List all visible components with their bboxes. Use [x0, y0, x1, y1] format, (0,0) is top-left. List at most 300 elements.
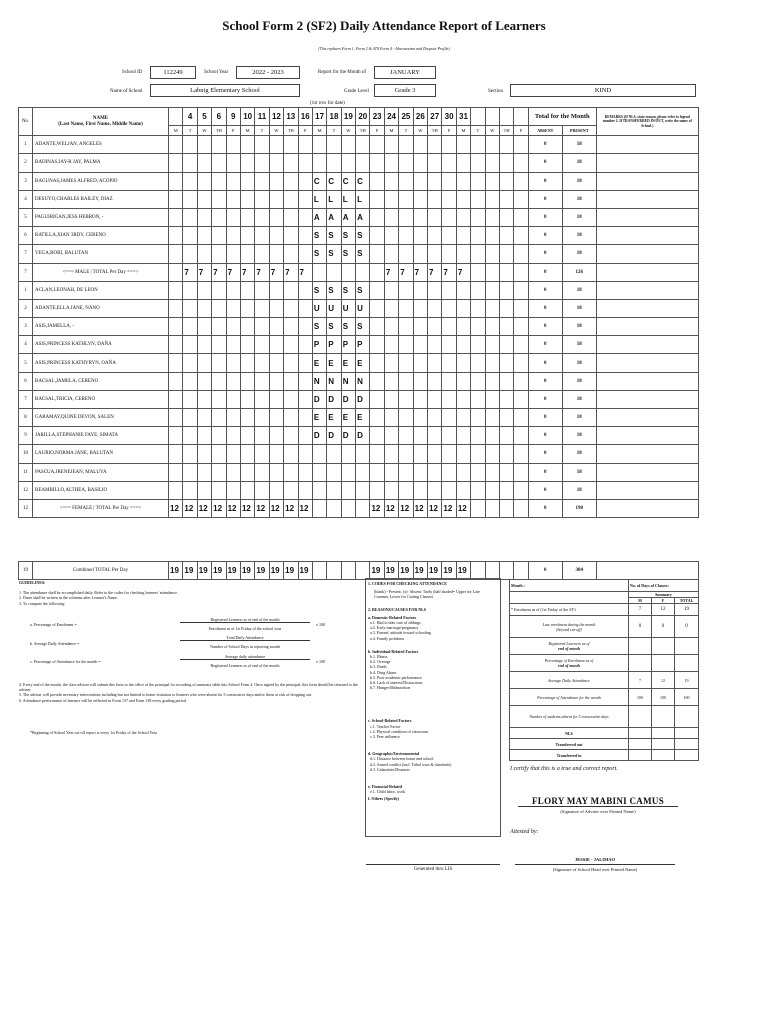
attendance-cell[interactable]: [284, 409, 298, 427]
attendance-cell[interactable]: [370, 427, 384, 445]
attendance-cell[interactable]: [226, 445, 240, 463]
attendance-mark[interactable]: A: [327, 208, 341, 226]
attendance-cell[interactable]: [240, 281, 254, 299]
attendance-mark[interactable]: S: [341, 227, 355, 245]
attendance-cell[interactable]: [183, 245, 197, 263]
attendance-cell[interactable]: [284, 281, 298, 299]
attendance-cell[interactable]: [514, 463, 528, 481]
attendance-cell[interactable]: [456, 409, 470, 427]
attendance-cell[interactable]: [442, 281, 456, 299]
attendance-cell[interactable]: [269, 372, 283, 390]
attendance-cell[interactable]: [370, 208, 384, 226]
attendance-cell[interactable]: [169, 427, 183, 445]
attendance-mark[interactable]: S: [356, 281, 370, 299]
attendance-cell[interactable]: [298, 227, 312, 245]
attendance-cell[interactable]: [212, 372, 226, 390]
attendance-mark[interactable]: U: [356, 299, 370, 317]
attendance-cell[interactable]: [197, 390, 211, 408]
attendance-cell[interactable]: [197, 336, 211, 354]
attendance-cell[interactable]: [456, 208, 470, 226]
attendance-cell[interactable]: [255, 208, 269, 226]
attendance-cell[interactable]: [356, 445, 370, 463]
attendance-mark[interactable]: S: [312, 318, 326, 336]
attendance-cell[interactable]: [370, 190, 384, 208]
attendance-cell[interactable]: [269, 154, 283, 172]
attendance-cell[interactable]: [269, 245, 283, 263]
attendance-cell[interactable]: [298, 154, 312, 172]
attendance-cell[interactable]: [197, 208, 211, 226]
attendance-cell[interactable]: [413, 245, 427, 263]
attendance-cell[interactable]: [471, 227, 485, 245]
attendance-cell[interactable]: [471, 427, 485, 445]
attendance-cell[interactable]: [384, 372, 398, 390]
attendance-cell[interactable]: [485, 299, 499, 317]
attendance-cell[interactable]: [384, 245, 398, 263]
attendance-cell[interactable]: [226, 354, 240, 372]
attendance-cell[interactable]: [341, 463, 355, 481]
attendance-cell[interactable]: [269, 299, 283, 317]
attendance-cell[interactable]: [169, 481, 183, 499]
attendance-cell[interactable]: [226, 227, 240, 245]
attendance-cell[interactable]: [183, 354, 197, 372]
attendance-cell[interactable]: [514, 208, 528, 226]
attendance-mark[interactable]: U: [312, 299, 326, 317]
attendance-cell[interactable]: [399, 463, 413, 481]
attendance-cell[interactable]: [183, 390, 197, 408]
attendance-cell[interactable]: [471, 281, 485, 299]
attendance-cell[interactable]: [485, 318, 499, 336]
attendance-cell[interactable]: [413, 463, 427, 481]
attendance-cell[interactable]: [413, 445, 427, 463]
attendance-cell[interactable]: [499, 281, 513, 299]
attendance-cell[interactable]: [197, 190, 211, 208]
attendance-cell[interactable]: [341, 154, 355, 172]
attendance-mark[interactable]: C: [327, 172, 341, 190]
attendance-cell[interactable]: [169, 409, 183, 427]
attendance-mark[interactable]: L: [356, 190, 370, 208]
attendance-cell[interactable]: [370, 154, 384, 172]
attendance-cell[interactable]: [485, 463, 499, 481]
attendance-mark[interactable]: D: [341, 427, 355, 445]
attendance-cell[interactable]: [442, 299, 456, 317]
attendance-cell[interactable]: [255, 409, 269, 427]
attendance-cell[interactable]: [255, 336, 269, 354]
attendance-cell[interactable]: [183, 318, 197, 336]
attendance-mark[interactable]: N: [312, 372, 326, 390]
attendance-cell[interactable]: [370, 136, 384, 154]
attendance-cell[interactable]: [327, 445, 341, 463]
attendance-mark[interactable]: D: [327, 427, 341, 445]
attendance-cell[interactable]: [471, 445, 485, 463]
attendance-cell[interactable]: [284, 208, 298, 226]
attendance-cell[interactable]: [298, 208, 312, 226]
remarks-cell[interactable]: [596, 463, 698, 481]
attendance-cell[interactable]: [471, 208, 485, 226]
attendance-cell[interactable]: [212, 154, 226, 172]
attendance-cell[interactable]: [183, 172, 197, 190]
attendance-cell[interactable]: [240, 372, 254, 390]
attendance-mark[interactable]: P: [327, 336, 341, 354]
remarks-cell[interactable]: [596, 281, 698, 299]
attendance-cell[interactable]: [428, 372, 442, 390]
attendance-cell[interactable]: [485, 208, 499, 226]
attendance-cell[interactable]: [183, 281, 197, 299]
attendance-cell[interactable]: [413, 208, 427, 226]
attendance-cell[interactable]: [399, 481, 413, 499]
attendance-cell[interactable]: [341, 136, 355, 154]
attendance-cell[interactable]: [226, 481, 240, 499]
attendance-mark[interactable]: D: [312, 427, 326, 445]
attendance-cell[interactable]: [471, 354, 485, 372]
attendance-cell[interactable]: [399, 445, 413, 463]
attendance-cell[interactable]: [428, 427, 442, 445]
attendance-cell[interactable]: [169, 190, 183, 208]
attendance-cell[interactable]: [226, 390, 240, 408]
attendance-cell[interactable]: [183, 299, 197, 317]
attendance-cell[interactable]: [197, 154, 211, 172]
attendance-cell[interactable]: [413, 336, 427, 354]
attendance-cell[interactable]: [255, 245, 269, 263]
attendance-cell[interactable]: [255, 227, 269, 245]
attendance-cell[interactable]: [485, 409, 499, 427]
attendance-cell[interactable]: [442, 190, 456, 208]
attendance-cell[interactable]: [442, 172, 456, 190]
attendance-cell[interactable]: [456, 154, 470, 172]
attendance-cell[interactable]: [240, 481, 254, 499]
attendance-cell[interactable]: [499, 318, 513, 336]
attendance-cell[interactable]: [197, 409, 211, 427]
attendance-cell[interactable]: [226, 190, 240, 208]
attendance-cell[interactable]: [370, 227, 384, 245]
attendance-cell[interactable]: [197, 281, 211, 299]
attendance-cell[interactable]: [413, 481, 427, 499]
attendance-cell[interactable]: [485, 245, 499, 263]
attendance-cell[interactable]: [499, 481, 513, 499]
attendance-cell[interactable]: [269, 409, 283, 427]
attendance-cell[interactable]: [212, 136, 226, 154]
attendance-cell[interactable]: [212, 245, 226, 263]
attendance-cell[interactable]: [284, 154, 298, 172]
attendance-cell[interactable]: [183, 336, 197, 354]
attendance-cell[interactable]: [356, 481, 370, 499]
attendance-cell[interactable]: [298, 299, 312, 317]
attendance-cell[interactable]: [399, 245, 413, 263]
attendance-cell[interactable]: [212, 281, 226, 299]
attendance-cell[interactable]: [428, 190, 442, 208]
attendance-cell[interactable]: [499, 409, 513, 427]
attendance-cell[interactable]: [169, 154, 183, 172]
attendance-cell[interactable]: [471, 336, 485, 354]
attendance-cell[interactable]: [413, 227, 427, 245]
attendance-cell[interactable]: [284, 390, 298, 408]
attendance-cell[interactable]: [499, 390, 513, 408]
attendance-cell[interactable]: [169, 336, 183, 354]
attendance-cell[interactable]: [255, 190, 269, 208]
attendance-cell[interactable]: [298, 136, 312, 154]
attendance-cell[interactable]: [456, 245, 470, 263]
attendance-cell[interactable]: [370, 390, 384, 408]
attendance-cell[interactable]: [514, 336, 528, 354]
attendance-cell[interactable]: [298, 445, 312, 463]
attendance-cell[interactable]: [226, 245, 240, 263]
remarks-cell[interactable]: [596, 245, 698, 263]
attendance-cell[interactable]: [456, 172, 470, 190]
attendance-cell[interactable]: [269, 445, 283, 463]
attendance-mark[interactable]: S: [312, 245, 326, 263]
attendance-cell[interactable]: [442, 445, 456, 463]
attendance-cell[interactable]: [226, 172, 240, 190]
attendance-cell[interactable]: [312, 463, 326, 481]
attendance-cell[interactable]: [212, 190, 226, 208]
attendance-cell[interactable]: [226, 299, 240, 317]
attendance-cell[interactable]: [514, 445, 528, 463]
attendance-mark[interactable]: P: [312, 336, 326, 354]
attendance-cell[interactable]: [428, 245, 442, 263]
attendance-cell[interactable]: [169, 299, 183, 317]
attendance-cell[interactable]: [312, 445, 326, 463]
attendance-cell[interactable]: [183, 372, 197, 390]
attendance-cell[interactable]: [514, 481, 528, 499]
attendance-cell[interactable]: [327, 154, 341, 172]
attendance-cell[interactable]: [169, 372, 183, 390]
attendance-cell[interactable]: [428, 390, 442, 408]
attendance-cell[interactable]: [499, 336, 513, 354]
attendance-cell[interactable]: [327, 481, 341, 499]
attendance-cell[interactable]: [456, 318, 470, 336]
attendance-cell[interactable]: [399, 208, 413, 226]
attendance-cell[interactable]: [284, 463, 298, 481]
attendance-cell[interactable]: [269, 354, 283, 372]
attendance-cell[interactable]: [240, 136, 254, 154]
attendance-cell[interactable]: [197, 172, 211, 190]
attendance-mark[interactable]: D: [327, 390, 341, 408]
attendance-cell[interactable]: [284, 336, 298, 354]
attendance-cell[interactable]: [485, 154, 499, 172]
attendance-cell[interactable]: [226, 372, 240, 390]
remarks-cell[interactable]: [596, 318, 698, 336]
attendance-cell[interactable]: [284, 372, 298, 390]
attendance-cell[interactable]: [442, 427, 456, 445]
attendance-cell[interactable]: [428, 299, 442, 317]
attendance-cell[interactable]: [298, 172, 312, 190]
attendance-cell[interactable]: [298, 190, 312, 208]
attendance-cell[interactable]: [197, 318, 211, 336]
attendance-cell[interactable]: [384, 354, 398, 372]
attendance-cell[interactable]: [384, 427, 398, 445]
attendance-cell[interactable]: [399, 154, 413, 172]
attendance-cell[interactable]: [169, 227, 183, 245]
attendance-cell[interactable]: [485, 190, 499, 208]
attendance-cell[interactable]: [255, 372, 269, 390]
attendance-cell[interactable]: [370, 445, 384, 463]
attendance-cell[interactable]: [514, 136, 528, 154]
attendance-cell[interactable]: [212, 463, 226, 481]
attendance-mark[interactable]: E: [312, 354, 326, 372]
attendance-cell[interactable]: [212, 354, 226, 372]
attendance-cell[interactable]: [183, 481, 197, 499]
attendance-cell[interactable]: [456, 390, 470, 408]
attendance-cell[interactable]: [226, 427, 240, 445]
attendance-cell[interactable]: [514, 354, 528, 372]
attendance-cell[interactable]: [169, 208, 183, 226]
attendance-cell[interactable]: [485, 172, 499, 190]
attendance-cell[interactable]: [499, 136, 513, 154]
attendance-cell[interactable]: [370, 372, 384, 390]
attendance-cell[interactable]: [269, 318, 283, 336]
attendance-cell[interactable]: [471, 481, 485, 499]
attendance-cell[interactable]: [471, 136, 485, 154]
attendance-cell[interactable]: [183, 409, 197, 427]
attendance-cell[interactable]: [514, 245, 528, 263]
attendance-cell[interactable]: [471, 299, 485, 317]
attendance-cell[interactable]: [284, 427, 298, 445]
attendance-cell[interactable]: [514, 281, 528, 299]
attendance-cell[interactable]: [370, 463, 384, 481]
attendance-cell[interactable]: [485, 136, 499, 154]
attendance-cell[interactable]: [399, 427, 413, 445]
attendance-mark[interactable]: S: [341, 318, 355, 336]
attendance-cell[interactable]: [284, 481, 298, 499]
attendance-cell[interactable]: [442, 227, 456, 245]
attendance-cell[interactable]: [269, 390, 283, 408]
attendance-cell[interactable]: [240, 190, 254, 208]
attendance-cell[interactable]: [499, 154, 513, 172]
attendance-mark[interactable]: N: [356, 372, 370, 390]
attendance-cell[interactable]: [514, 318, 528, 336]
attendance-cell[interactable]: [384, 136, 398, 154]
attendance-cell[interactable]: [226, 154, 240, 172]
attendance-cell[interactable]: [298, 427, 312, 445]
attendance-cell[interactable]: [197, 481, 211, 499]
attendance-cell[interactable]: [226, 409, 240, 427]
attendance-cell[interactable]: [456, 227, 470, 245]
attendance-cell[interactable]: [183, 445, 197, 463]
attendance-cell[interactable]: [269, 427, 283, 445]
attendance-mark[interactable]: D: [312, 390, 326, 408]
attendance-cell[interactable]: [514, 390, 528, 408]
attendance-cell[interactable]: [471, 245, 485, 263]
attendance-cell[interactable]: [428, 208, 442, 226]
attendance-cell[interactable]: [456, 299, 470, 317]
attendance-cell[interactable]: [284, 245, 298, 263]
attendance-cell[interactable]: [442, 409, 456, 427]
attendance-cell[interactable]: [197, 427, 211, 445]
attendance-cell[interactable]: [442, 136, 456, 154]
attendance-mark[interactable]: L: [341, 190, 355, 208]
attendance-cell[interactable]: [384, 227, 398, 245]
attendance-mark[interactable]: L: [327, 190, 341, 208]
attendance-cell[interactable]: [514, 299, 528, 317]
attendance-cell[interactable]: [499, 354, 513, 372]
attendance-cell[interactable]: [212, 208, 226, 226]
attendance-mark[interactable]: E: [327, 409, 341, 427]
attendance-cell[interactable]: [485, 336, 499, 354]
attendance-cell[interactable]: [442, 154, 456, 172]
attendance-cell[interactable]: [428, 154, 442, 172]
attendance-cell[interactable]: [240, 445, 254, 463]
attendance-cell[interactable]: [197, 372, 211, 390]
attendance-cell[interactable]: [370, 299, 384, 317]
attendance-cell[interactable]: [485, 445, 499, 463]
attendance-mark[interactable]: P: [356, 336, 370, 354]
attendance-cell[interactable]: [499, 299, 513, 317]
attendance-cell[interactable]: [226, 281, 240, 299]
attendance-cell[interactable]: [269, 481, 283, 499]
remarks-cell[interactable]: [596, 172, 698, 190]
attendance-mark[interactable]: E: [341, 354, 355, 372]
attendance-cell[interactable]: [442, 318, 456, 336]
attendance-cell[interactable]: [456, 190, 470, 208]
attendance-mark[interactable]: U: [327, 299, 341, 317]
attendance-cell[interactable]: [442, 336, 456, 354]
attendance-cell[interactable]: [212, 409, 226, 427]
attendance-cell[interactable]: [428, 318, 442, 336]
attendance-cell[interactable]: [341, 481, 355, 499]
attendance-cell[interactable]: [284, 227, 298, 245]
attendance-cell[interactable]: [240, 299, 254, 317]
attendance-cell[interactable]: [240, 336, 254, 354]
attendance-cell[interactable]: [341, 445, 355, 463]
attendance-cell[interactable]: [212, 227, 226, 245]
attendance-cell[interactable]: [456, 481, 470, 499]
attendance-cell[interactable]: [255, 299, 269, 317]
attendance-cell[interactable]: [471, 318, 485, 336]
attendance-cell[interactable]: [240, 318, 254, 336]
remarks-cell[interactable]: [596, 208, 698, 226]
attendance-cell[interactable]: [384, 336, 398, 354]
attendance-cell[interactable]: [169, 245, 183, 263]
attendance-cell[interactable]: [384, 318, 398, 336]
attendance-mark[interactable]: E: [341, 409, 355, 427]
attendance-cell[interactable]: [255, 154, 269, 172]
attendance-cell[interactable]: [428, 409, 442, 427]
attendance-cell[interactable]: [226, 336, 240, 354]
attendance-cell[interactable]: [183, 427, 197, 445]
attendance-cell[interactable]: [428, 227, 442, 245]
attendance-cell[interactable]: [169, 463, 183, 481]
attendance-cell[interactable]: [269, 463, 283, 481]
attendance-cell[interactable]: [413, 372, 427, 390]
attendance-cell[interactable]: [399, 172, 413, 190]
attendance-cell[interactable]: [298, 318, 312, 336]
attendance-cell[interactable]: [384, 409, 398, 427]
attendance-mark[interactable]: E: [356, 409, 370, 427]
attendance-cell[interactable]: [413, 136, 427, 154]
attendance-cell[interactable]: [471, 372, 485, 390]
attendance-cell[interactable]: [298, 409, 312, 427]
attendance-cell[interactable]: [428, 336, 442, 354]
attendance-mark[interactable]: A: [356, 208, 370, 226]
attendance-cell[interactable]: [456, 281, 470, 299]
remarks-cell[interactable]: [596, 190, 698, 208]
attendance-mark[interactable]: A: [341, 208, 355, 226]
attendance-cell[interactable]: [399, 190, 413, 208]
attendance-cell[interactable]: [370, 172, 384, 190]
attendance-cell[interactable]: [456, 354, 470, 372]
attendance-cell[interactable]: [312, 481, 326, 499]
attendance-cell[interactable]: [240, 245, 254, 263]
attendance-cell[interactable]: [499, 427, 513, 445]
attendance-mark[interactable]: S: [341, 245, 355, 263]
attendance-mark[interactable]: S: [312, 281, 326, 299]
attendance-cell[interactable]: [298, 481, 312, 499]
attendance-cell[interactable]: [442, 390, 456, 408]
attendance-cell[interactable]: [269, 281, 283, 299]
attendance-mark[interactable]: C: [341, 172, 355, 190]
attendance-cell[interactable]: [428, 445, 442, 463]
attendance-cell[interactable]: [399, 372, 413, 390]
remarks-cell[interactable]: [596, 227, 698, 245]
